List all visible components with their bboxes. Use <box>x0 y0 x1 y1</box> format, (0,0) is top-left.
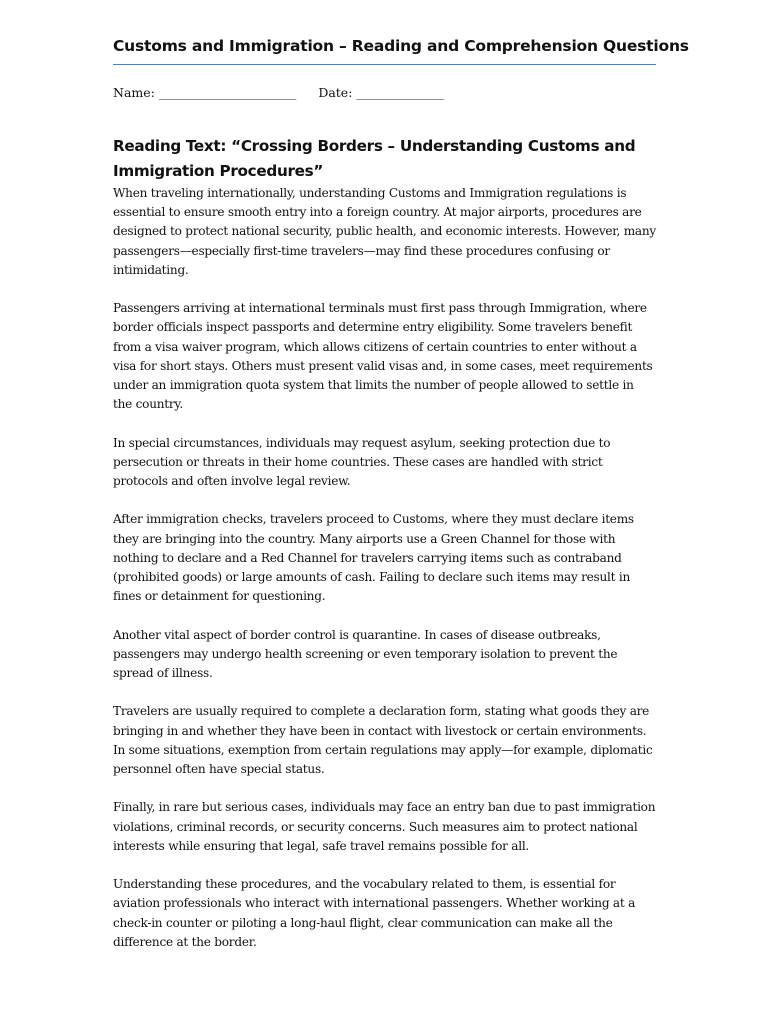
student-info-line <box>113 85 444 100</box>
name-field: Name: ______________________ <box>113 85 297 100</box>
title-divider <box>113 64 656 65</box>
paragraph: Finally, in rare but serious cases, individuals may face an entry ban due to past immigration violations, criminal records, or security concerns. Such measures aim to protect national interests while ensuring that legal, safe travel remains possible for all. <box>113 800 656 853</box>
paragraph: Understanding these procedures, and the vocabulary related to them, is essential for aviation professionals who interact with international passengers. Whether working at a check-in counter or piloting a long-haul flight, clear communication can make all the difference at the border. <box>113 877 636 949</box>
reading-heading: Reading Text: “Crossing Borders – Understanding Customs and Immigration Procedures” <box>113 137 636 180</box>
paragraph: After immigration checks, travelers proceed to Customs, where they must declare items they are bringing into the country. Many airports use a Green Channel for those with nothing to declare and a Red Channel for travelers carrying items such as contraband (prohibited goods) or large amounts of cash. Failing to declare such items may result in fines or detainment for questioning. <box>113 512 634 604</box>
document-title: Customs and Immigration – Reading and Comprehension Questions <box>113 37 689 55</box>
reading-body <box>113 184 656 971</box>
paragraph: Another vital aspect of border control is quarantine. In cases of disease outbreaks, passengers may undergo health screening or even temporary isolation to prevent the spread of illness. <box>113 627 618 681</box>
date-field: Date: ______________ <box>318 85 444 100</box>
paragraph: Travelers are usually required to complete a declaration form, stating what goods they are bringing in and whether they have been in contact with livestock or certain environments. In some situations, exemption from certain regulations may apply—for example, diplomatic personnel often have special status. <box>113 704 653 777</box>
paragraph: Passengers arriving at international terminals must first pass through Immigration, where border officials inspect passports and determine entry eligibility. Some travelers benefit from a visa waiver program, which allows citizens of certain countries to enter without a visa for short stays. Others must present valid visas and, in some cases, meet requirements under an immigration quota system that limits the number of people allowed to settle in the country. <box>113 301 653 412</box>
paragraph: When traveling internationally, understanding Customs and Immigration regulations is essential to ensure smooth entry into a foreign country. At major airports, procedures are designed to protect national security, public health, and economic interests. However, many passengers—especially first-time travelers—may find these procedures confusing or intimidating. <box>113 186 656 277</box>
paragraph: In special circumstances, individuals may request asylum, seeking protection due to persecution or threats in their home countries. These cases are handled with strict protocols and often involve legal review. <box>113 435 611 489</box>
